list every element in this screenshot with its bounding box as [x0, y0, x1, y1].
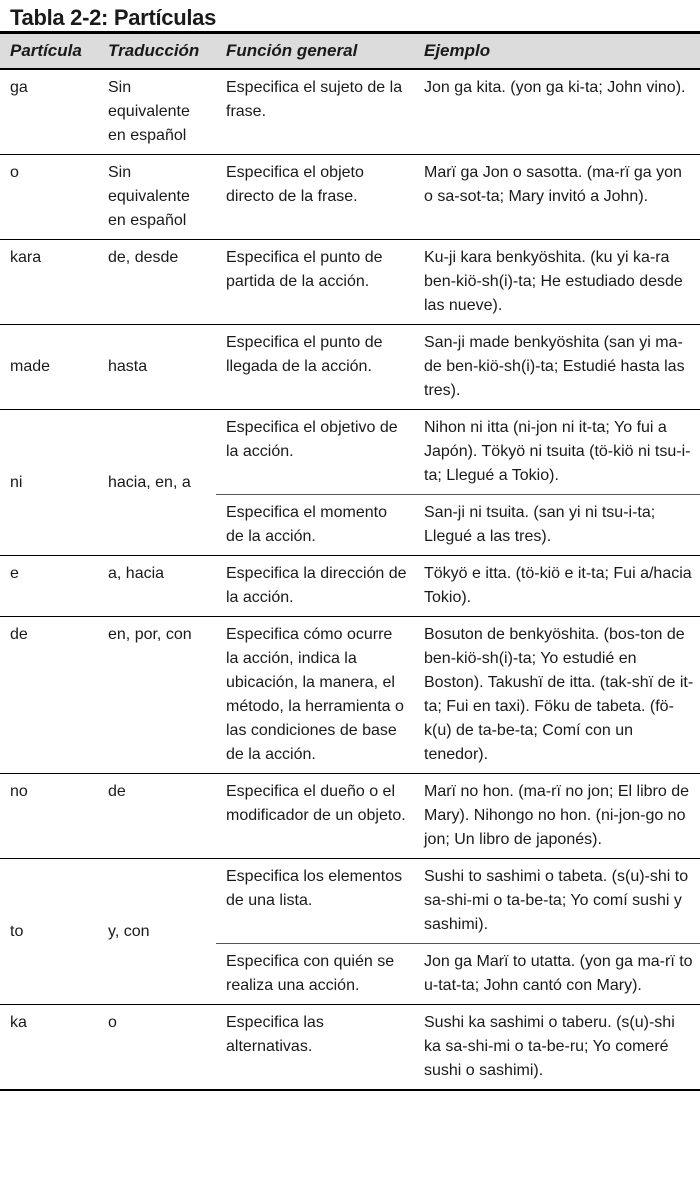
function-cell: Especifica cómo ocurre la acción, indica la ubicación, la manera, el método, la herramienta o las condiciones de base de la acción. [216, 617, 414, 774]
translation-cell: Sin equivalente en español [98, 69, 216, 155]
table-row [0, 69, 700, 155]
function-cell: Especifica las alternativas. [216, 1005, 414, 1091]
particle-cell: ni [0, 410, 98, 556]
translation-cell: de, desde [98, 240, 216, 325]
example-cell: Bosuton de benkyöshita. (bos-ton de ben-kiö-sh(i)-ta; Yo estudié en Boston). Takushï de itta. (tak-shï de it-ta; Fui en taxi). Föku de tabeta. (fö-k(u) de ta-be-ta; Comí con un tenedor). [414, 617, 700, 774]
header-particle: Partícula [0, 34, 98, 69]
table-row [0, 617, 700, 774]
function-cell: Especifica la dirección de la acción. [216, 556, 414, 617]
function-cell: Especifica el objetivo de la acción. [216, 410, 414, 495]
header-function: Función general [216, 34, 414, 69]
translation-cell: de [98, 774, 216, 859]
function-cell: Especifica el sujeto de la frase. [216, 69, 414, 155]
translation-cell: hasta [98, 325, 216, 410]
table-row [0, 325, 700, 410]
table-row [0, 556, 700, 617]
example-cell: Marï no hon. (ma-rï no jon; El libro de Mary). Nihongo no hon. (ni-jon-go no jon; Un libro de japonés). [414, 774, 700, 859]
table-row [0, 240, 700, 325]
particles-table [0, 34, 700, 1091]
example-cell: San-ji ni tsuita. (san yi ni tsu-i-ta; Llegué a las tres). [414, 495, 700, 556]
particle-cell: to [0, 859, 98, 1005]
function-cell: Especifica el dueño o el modificador de un objeto. [216, 774, 414, 859]
particle-cell: ka [0, 1005, 98, 1091]
translation-cell: en, por, con [98, 617, 216, 774]
example-cell: Sushi ka sashimi o taberu. (s(u)-shi ka sa-shi-mi o ta-be-ru; Yo comeré sushi o sashimi). [414, 1005, 700, 1091]
particle-cell: e [0, 556, 98, 617]
table-row [0, 859, 700, 944]
translation-cell: o [98, 1005, 216, 1091]
header-example: Ejemplo [414, 34, 700, 69]
table-row [0, 1005, 700, 1091]
example-cell: Ku-ji kara benkyöshita. (ku yi ka-ra ben-kiö-sh(i)-ta; He estudiado desde las nueve). [414, 240, 700, 325]
translation-cell: Sin equivalente en español [98, 155, 216, 240]
header-translation: Traducción [98, 34, 216, 69]
function-cell: Especifica el objeto directo de la frase. [216, 155, 414, 240]
example-cell: Nihon ni itta (ni-jon ni it-ta; Yo fui a Japón). Tökyö ni tsuita (tö-kiö ni tsu-i-ta; Llegué a Tokio). [414, 410, 700, 495]
particle-cell: no [0, 774, 98, 859]
translation-cell: hacia, en, a [98, 410, 216, 556]
particle-cell: ga [0, 69, 98, 155]
example-cell: San-ji made benkyöshita (san yi ma-de ben-kiö-sh(i)-ta; Estudié hasta las tres). [414, 325, 700, 410]
function-cell: Especifica el punto de partida de la acción. [216, 240, 414, 325]
particle-cell: o [0, 155, 98, 240]
example-cell: Jon ga Marï to utatta. (yon ga ma-rï to u-tat-ta; John cantó con Mary). [414, 944, 700, 1005]
function-cell: Especifica el momento de la acción. [216, 495, 414, 556]
particle-cell: de [0, 617, 98, 774]
function-cell: Especifica el punto de llegada de la acción. [216, 325, 414, 410]
particle-cell: kara [0, 240, 98, 325]
table-row [0, 155, 700, 240]
particle-cell: made [0, 325, 98, 410]
function-cell: Especifica los elementos de una lista. [216, 859, 414, 944]
table-row [0, 774, 700, 859]
example-cell: Marï ga Jon o sasotta. (ma-rï ga yon o sa-sot-ta; Mary invitó a John). [414, 155, 700, 240]
example-cell: Sushi to sashimi o tabeta. (s(u)-shi to sa-shi-mi o ta-be-ta; Yo comí sushi y sashimi). [414, 859, 700, 944]
header-row [0, 34, 700, 69]
table-title-bar [0, 0, 700, 34]
example-cell: Jon ga kita. (yon ga ki-ta; John vino). [414, 69, 700, 155]
table-row [0, 410, 700, 495]
example-cell: Tökyö e itta. (tö-kiö e it-ta; Fui a/hacia Tokio). [414, 556, 700, 617]
table-title: Tabla 2-2: Partículas [10, 5, 217, 30]
translation-cell: a, hacia [98, 556, 216, 617]
translation-cell: y, con [98, 859, 216, 1005]
function-cell: Especifica con quién se realiza una acción. [216, 944, 414, 1005]
